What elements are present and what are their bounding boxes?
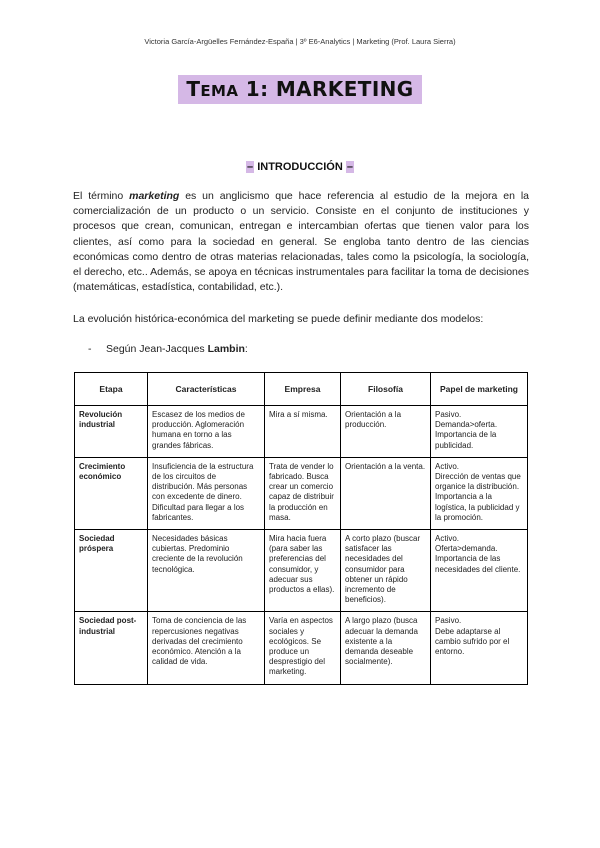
cell-empresa: Varía en aspectos sociales y ecológicos. Se produce un desprestigio del marketing. <box>265 612 341 684</box>
intro-keyword: marketing <box>129 190 180 202</box>
cell-empresa: Trata de vender lo fabricado. Busca crear un comercio capaz de distribuir la producción en masa. <box>265 457 341 529</box>
table-row <box>75 457 528 529</box>
cell-caracteristicas: Escasez de los medios de producción. Aglomeración humana en torno a las grandes fábricas. <box>148 406 265 458</box>
cell-empresa: Mira a sí misma. <box>265 406 341 458</box>
section-heading-introduccion <box>246 161 354 173</box>
header-papel-marketing: Papel de marketing <box>431 373 528 406</box>
heading-label: INTRODUCCIÓN <box>254 161 346 173</box>
cell-caracteristicas: Insuficiencia de la estructura de los circuitos de distribución. Más personas con excedente de dinero. Dificultad para llegar a los fabricantes. <box>148 457 265 529</box>
table-header-row <box>75 373 528 406</box>
cell-etapa: Revolución industrial <box>75 406 148 458</box>
cell-papel: Activo. Dirección de ventas que organice la distribución. Importancia a la logística, la publicidad y la promoción. <box>431 457 528 529</box>
evolution-paragraph: La evolución histórica-económica del marketing se puede definir mediante dos modelos: <box>73 313 484 325</box>
page-header: Victoria García-Argüelles Fernández-España | 3º E6-Analytics | Marketing (Prof. Laura Sierra) <box>144 37 456 46</box>
page-title <box>178 75 421 104</box>
cell-caracteristicas: Toma de conciencia de las repercusiones negativas derivadas del crecimiento económico. Atención a la calidad de vida. <box>148 612 265 684</box>
cell-etapa: Sociedad próspera <box>75 530 148 612</box>
bullet-mark: - <box>88 343 92 355</box>
header-empresa: Empresa <box>265 373 341 406</box>
bullet-lambin <box>88 343 248 355</box>
table-row <box>75 530 528 612</box>
title-small-caps: EMA <box>200 82 239 100</box>
header-etapa: Etapa <box>75 373 148 406</box>
header-caracteristicas: Características <box>148 373 265 406</box>
cell-papel: Activo. Oferta>demanda. Importancia de las necesidades del cliente. <box>431 530 528 612</box>
cell-empresa: Mira hacia fuera (para saber las preferencias del consumidor, y adecuar sus productos a ellas). <box>265 530 341 612</box>
title-main: 1: MARKETING <box>238 77 414 101</box>
bullet-text: Según Jean-Jacques <box>106 343 208 355</box>
cell-caracteristicas: Necesidades básicas cubiertas. Predominio creciente de la revolución tecnológica. <box>148 530 265 612</box>
lambin-stages-table <box>74 372 528 685</box>
heading-dash-left: – <box>247 161 254 173</box>
cell-filosofia: Orientación a la producción. <box>341 406 431 458</box>
table-row <box>75 406 528 458</box>
cell-papel: Pasivo. Demanda>oferta. Importancia de la publicidad. <box>431 406 528 458</box>
intro-text-rest: es un anglicismo que hace referencia al estudio de la mejora en la comercialización de un producto o un servicio. Consiste en el conjunto de instituciones y procesos que crean, comunican, entregan e intercambian ofertas que tienen valor para los clientes, así como para la sociedad en general. Se engloba tanto dentro de las ciencias económicas como dentro de otras materias relacionadas, tales como la psicología, la sociología, el derecho, etc.. Además, se apoya en técnicas instrumentales para facilitar la toma de decisiones (matemáticas, estadística, contabilidad, etc.). <box>73 190 529 294</box>
intro-text-start: El término <box>73 190 130 202</box>
header-filosofia: Filosofía <box>341 373 431 406</box>
bullet-colon: : <box>244 343 248 355</box>
cell-etapa: Crecimiento económico <box>75 457 148 529</box>
heading-dash-right: – <box>346 161 353 173</box>
cell-etapa: Sociedad post-industrial <box>75 612 148 684</box>
intro-paragraph <box>73 189 529 295</box>
table-row <box>75 612 528 684</box>
cell-filosofia: A corto plazo (buscar satisfacer las necesidades del consumidor para obtener un rápido incremento de beneficios). <box>341 530 431 612</box>
cell-filosofia: Orientación a la venta. <box>341 457 431 529</box>
title-initial: T <box>186 77 201 101</box>
cell-papel: Pasivo. Debe adaptarse al cambio sufrido por el entorno. <box>431 612 528 684</box>
bullet-bold-name: Lambin <box>207 343 245 355</box>
cell-filosofia: A largo plazo (busca adecuar la demanda existente a la demanda deseable socialmente). <box>341 612 431 684</box>
